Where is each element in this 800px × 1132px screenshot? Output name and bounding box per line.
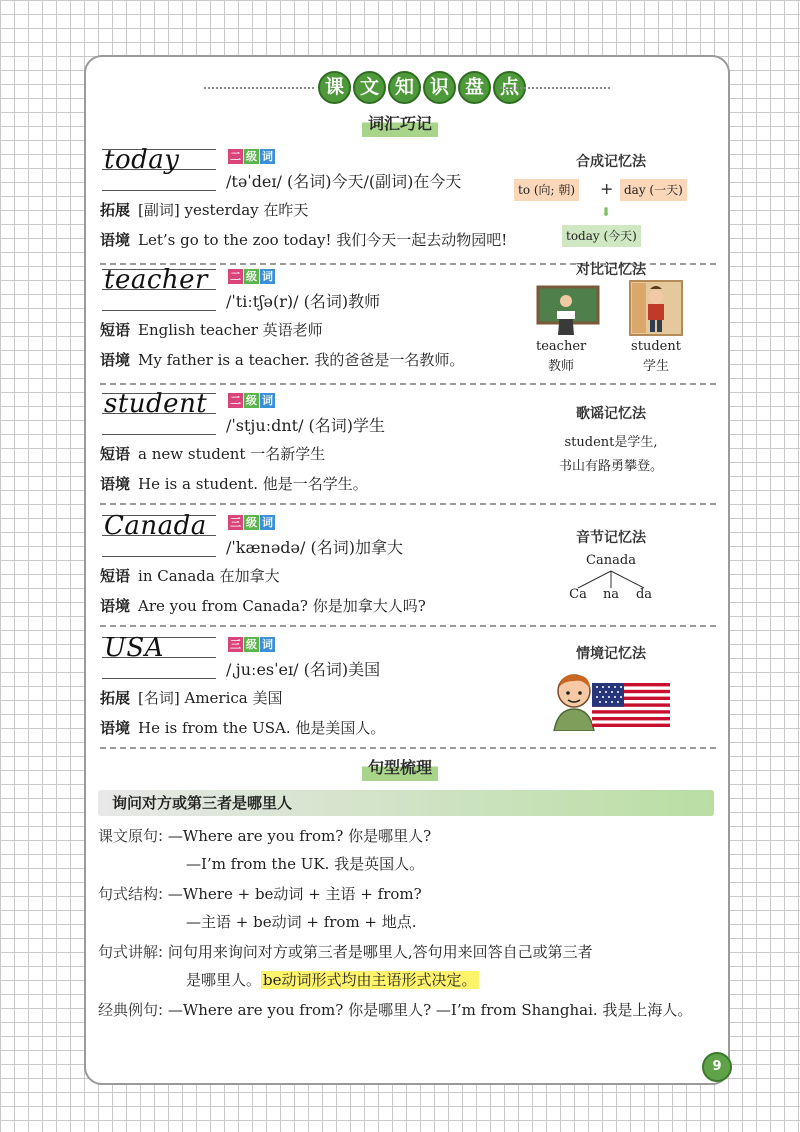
lesson-title: [86, 71, 728, 105]
caption: 教师: [547, 359, 574, 374]
sentence-row: 是哪里人。 be动词形式均由主语形式决定。: [186, 971, 477, 989]
entry-divider: [100, 625, 716, 627]
caption: student: [631, 339, 681, 354]
lesson-card: [84, 55, 730, 1085]
phonetic: /ˈtiːtʃə(r)/ (名词)教师: [226, 292, 381, 311]
headword: teacher: [104, 265, 208, 295]
level-badge: 二 级 词: [230, 270, 273, 283]
entry-divider: [100, 503, 716, 505]
title-chars: [318, 71, 526, 104]
vocab-line: 拓展 [名词] America 美国: [100, 689, 283, 707]
headword: today: [104, 145, 180, 175]
level-badge: 三 级 词: [230, 516, 273, 529]
sentence-section-title: 句型梳理: [362, 755, 438, 781]
headword: Canada: [104, 511, 207, 541]
entry-divider: [100, 747, 716, 749]
headword: USA: [104, 633, 164, 663]
compound-result-chip: today (今天): [562, 225, 641, 247]
vocab-line: 短语 in Canada 在加拿大: [100, 567, 280, 585]
syllable-root: Canada: [586, 553, 636, 568]
teacher-illustration-icon: [536, 283, 602, 339]
caption: 学生: [642, 359, 669, 374]
vocab-line: 短语 a new student 一名新学生: [100, 445, 326, 463]
vocab-line: 拓展 [副词] yesterday 在昨天: [100, 201, 309, 219]
level-badge: 三 级 词: [230, 638, 273, 651]
topic-bar: 询问对方或第三者是哪里人: [98, 790, 714, 816]
vocab-line: 语境 He is a student. 他是一名学生。: [100, 475, 368, 493]
phonetic: /ˈstjuːdnt/ (名词)学生: [226, 416, 386, 435]
entry-divider: [100, 383, 716, 385]
title-divider-left: [204, 87, 314, 89]
title-divider-right: [500, 87, 610, 89]
vocab-line: 语境 He is from the USA. 他是美国人。: [100, 719, 386, 737]
memory-method-title: 歌谣记忆法: [576, 406, 646, 422]
phonetic: /ˌjuːesˈeɪ/ (名词)美国: [226, 660, 381, 679]
title-char: 识: [423, 71, 456, 104]
title-char: 盘: [458, 71, 491, 104]
syllable: Ca: [569, 587, 587, 602]
page-number: 9: [702, 1052, 732, 1082]
sentence-row: 经典例句: —Where are you from? 你是哪里人? —I’m from Shanghai. 我是上海人。: [98, 1001, 693, 1019]
memory-method-title: 音节记忆法: [576, 530, 646, 546]
title-char: 文: [353, 71, 386, 104]
highlight-note: be动词形式均由主语形式决定。: [263, 971, 477, 989]
level-badge: 二 级 词: [230, 150, 273, 163]
sentence-row: —主语 + be动词 + from + 地点.: [186, 913, 417, 931]
vocab-line: 语境 Let’s go to the zoo today! 我们今天一起去动物园吧!: [100, 231, 508, 249]
sentence-row: —I’m from the UK. 我是英国人。: [186, 855, 425, 873]
memory-method-title: 对比记忆法: [576, 262, 646, 278]
memory-method-title: 合成记忆法: [576, 154, 646, 170]
syllable: da: [635, 587, 653, 602]
caption: teacher: [536, 339, 587, 354]
title-char: 知: [388, 71, 421, 104]
title-char: 点: [493, 71, 526, 104]
sentence-row: 句式讲解: 问句用来询问对方或第三者是哪里人,答句用来回答自己或第三者: [98, 943, 593, 961]
vocab-section-title: 词汇巧记: [362, 111, 438, 137]
vocab-line: 语境 Are you from Canada? 你是加拿大人吗?: [100, 597, 426, 615]
rhyme-line: 书山有路勇攀登。: [558, 459, 663, 474]
student-illustration-icon: [626, 279, 686, 339]
memory-method-title: 情境记忆法: [576, 646, 646, 662]
phonetic: /təˈdeɪ/ (名词)今天/(副词)在今天: [226, 172, 462, 191]
headword: student: [104, 389, 208, 419]
compound-part-chip: to (向; 朝): [514, 179, 579, 201]
rhyme-line: student是学生,: [564, 435, 658, 450]
plus-sign: +: [600, 179, 614, 198]
syllable: na: [602, 587, 620, 602]
level-badge: 二 级 词: [230, 394, 273, 407]
vocab-line: 语境 My father is a teacher. 我的爸爸是一名教师。: [100, 351, 465, 369]
title-char: 课: [318, 71, 351, 104]
phonetic: /ˈkænədə/ (名词)加拿大: [226, 538, 403, 557]
usa-flag-icon: [592, 683, 670, 727]
vocab-line: 短语 English teacher 英语老师: [100, 321, 323, 339]
compound-part-chip: day (一天): [620, 179, 687, 201]
sentence-row: 句式结构: —Where + be动词 + 主语 + from?: [98, 885, 422, 903]
sentence-row: 课文原句: —Where are you from? 你是哪里人?: [98, 827, 432, 845]
arrow-down-icon: ⬇: [601, 205, 612, 219]
